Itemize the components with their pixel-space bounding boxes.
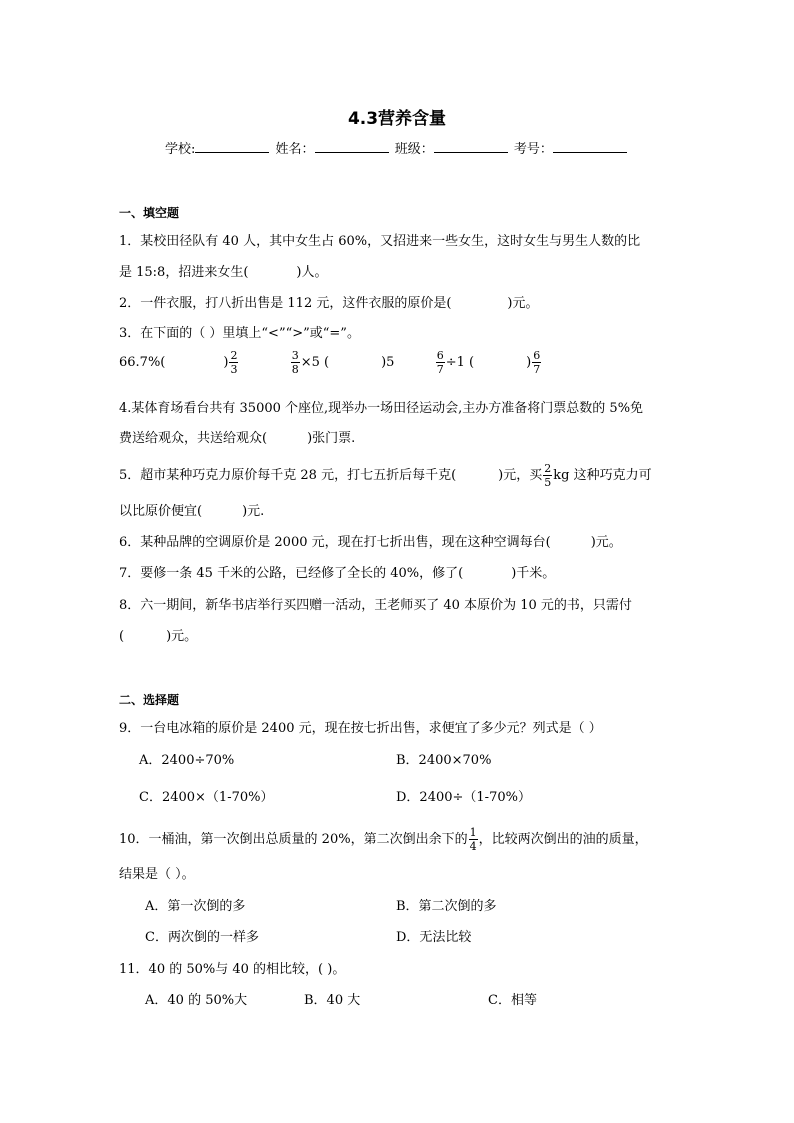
q10-option-b[interactable]: B．第二次倒的多 bbox=[396, 899, 497, 914]
class-label: 班级： bbox=[394, 142, 434, 157]
student-info-line bbox=[165, 138, 627, 157]
q11-option-c[interactable]: C．相等 bbox=[488, 993, 537, 1008]
q10-option-d[interactable]: D．无法比较 bbox=[396, 930, 472, 945]
question-10-text: 10．一桶油，第一次倒出总质量的 20%，第二次倒出余下的 bbox=[119, 832, 468, 847]
school-blank[interactable] bbox=[195, 140, 269, 153]
fraction: $\frac{6}{7}$ bbox=[533, 349, 541, 376]
question-4-text: 费送给观众，共送给观众( bbox=[119, 431, 268, 446]
exam-no-label: 考号： bbox=[513, 142, 553, 157]
q9-option-d[interactable]: D．2400÷（1-70%） bbox=[396, 790, 531, 805]
question-10-mid: ，比较两次倒出的油的质量， bbox=[478, 832, 648, 847]
q3-item-c-text: ÷1 ( bbox=[445, 355, 475, 370]
question-5-text-2: 以比原价便宜( bbox=[119, 504, 203, 519]
question-8-line-1: 8．六一期间，新华书店举行买四赠一活动，王老师买了 40 本原价为 10 元的书，只需付 bbox=[119, 598, 632, 613]
q9-option-c[interactable]: C．2400×（1-70%） bbox=[139, 790, 274, 805]
name-blank[interactable] bbox=[315, 140, 389, 153]
question-5-tail: kg 这种巧克力可 bbox=[553, 468, 652, 483]
school-label: 学校: bbox=[165, 142, 196, 157]
question-10-line-2: 结果是（ ）。 bbox=[119, 867, 195, 882]
question-7-text: 7．要修一条 45 千米的公路，已经修了全长的 40%，修了( bbox=[119, 566, 464, 581]
question-1-line-2 bbox=[119, 261, 327, 280]
question-2-tail: )元。 bbox=[507, 296, 539, 311]
question-9: 9．一台电冰箱的原价是 2400 元，现在按七折出售，求便宜了多少元？列式是（ ） bbox=[119, 721, 602, 736]
question-5-text: 5．超市某种巧克力原价每千克 28 元，打七五折后每千克( bbox=[119, 468, 457, 483]
question-6-text: 6．某种品牌的空调原价是 2000 元，现在打七折出售，现在这种空调每台( bbox=[119, 535, 551, 550]
question-1-line-1: 1．某校田径队有 40 人，其中女生占 60%，又招进来一些女生，这时女生与男生人数的比 bbox=[119, 234, 641, 249]
q11-option-a[interactable]: A．40 的 50%大 bbox=[145, 993, 248, 1008]
question-2-text: 2．一件衣服，打八折出售是 112 元，这件衣服的原价是( bbox=[119, 296, 452, 311]
q3-item-b-text: ×5 ( bbox=[300, 355, 330, 370]
fraction: $\frac{2}{5}$ bbox=[544, 462, 552, 489]
question-3-items bbox=[119, 349, 542, 376]
q10-option-a[interactable]: A．第一次倒的多 bbox=[145, 899, 246, 914]
q10-option-c[interactable]: C．两次倒的一样多 bbox=[145, 930, 259, 945]
name-label: 姓名： bbox=[275, 142, 315, 157]
question-5-line-2 bbox=[119, 500, 264, 519]
q3-item-c-close: ) bbox=[526, 355, 532, 370]
q11-option-b[interactable]: B．40 大 bbox=[304, 993, 361, 1008]
fraction: $\frac{1}{4}$ bbox=[469, 826, 477, 853]
question-5-mid: )元，买 bbox=[498, 468, 543, 483]
q9-option-b[interactable]: B．2400×70% bbox=[396, 753, 492, 768]
q3-item-b-close: )5 bbox=[381, 355, 395, 370]
question-11: 11．40 的 50%与 40 的相比较，( )。 bbox=[119, 962, 346, 977]
question-4-line-2 bbox=[119, 427, 355, 446]
question-4-tail: )张门票. bbox=[307, 431, 356, 446]
question-5-line-1 bbox=[119, 462, 652, 489]
question-8-line-2 bbox=[119, 625, 197, 644]
question-1-tail: )人。 bbox=[296, 265, 328, 280]
question-1-text: 是 15:8，招进来女生( bbox=[119, 265, 249, 280]
q3-item-a-close: ) bbox=[223, 355, 229, 370]
class-blank[interactable] bbox=[434, 140, 508, 153]
section-heading-fill-blank: 一、填空题 bbox=[119, 206, 180, 220]
fraction: $\frac{3}{8}$ bbox=[291, 349, 299, 376]
question-6 bbox=[119, 531, 622, 550]
question-7-tail: )千米。 bbox=[511, 566, 556, 581]
question-8-open: ( bbox=[119, 629, 125, 644]
question-6-tail: )元。 bbox=[590, 535, 622, 550]
question-8-tail: )元。 bbox=[166, 629, 198, 644]
question-10-line-1 bbox=[119, 826, 648, 853]
q9-option-a[interactable]: A．2400÷70% bbox=[139, 753, 235, 768]
q3-item-a-text: 66.7%( bbox=[119, 355, 166, 370]
exam-no-blank[interactable] bbox=[553, 140, 627, 153]
fraction: $\frac{2}{3}$ bbox=[230, 349, 238, 376]
question-5-tail-2: )元. bbox=[242, 504, 265, 519]
question-3: 3．在下面的（ ）里填上“<”“>”或“=”。 bbox=[119, 326, 360, 341]
question-2 bbox=[119, 292, 539, 311]
fraction: $\frac{6}{7}$ bbox=[436, 349, 444, 376]
page-title: 4.3营养含量 bbox=[347, 109, 447, 129]
question-4-line-1: 4.某体育场看台共有 35000 个座位,现举办一场田径运动会,主办方准备将门票总数的 5%免 bbox=[119, 401, 644, 416]
section-heading-multiple-choice: 二、选择题 bbox=[119, 693, 180, 707]
question-7 bbox=[119, 562, 555, 581]
